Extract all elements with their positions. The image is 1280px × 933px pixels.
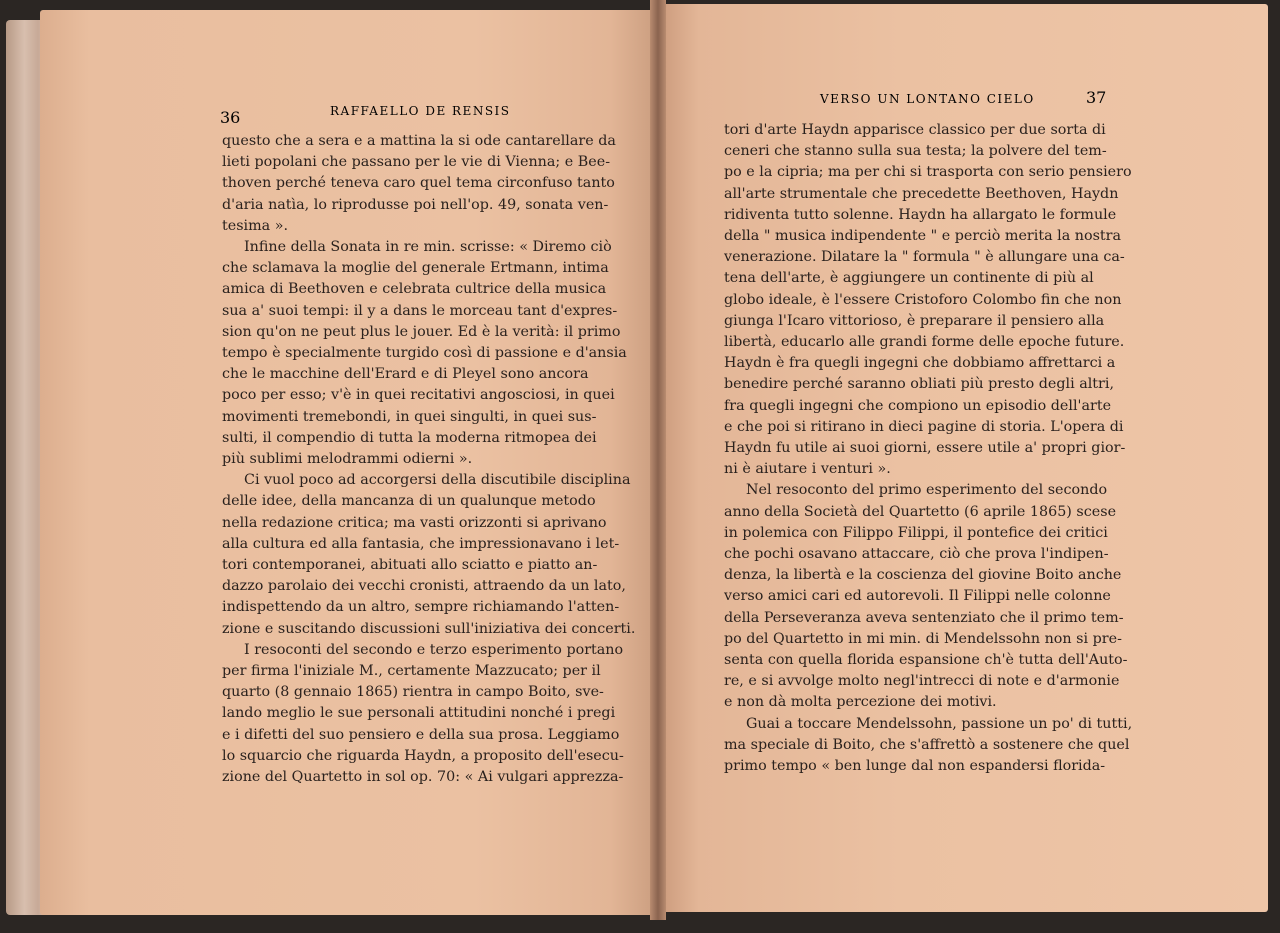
text-line: primo tempo « ben lunge dal non espandersi florida-	[724, 758, 1106, 775]
text-line: della Perseveranza aveva sentenziato che il primo tem-	[724, 609, 1124, 626]
text-line: sulti, il compendio di tutta la moderna ritmopea dei	[222, 429, 597, 446]
text-line: tori contemporanei, abituati allo sciatto e piatto an-	[222, 557, 598, 574]
text-line: lieti popolani che passano per le vie di Vienna; e Bee-	[222, 154, 611, 171]
text-line: questo che a sera e a mattina la si ode cantarellare da	[222, 133, 616, 149]
left-page-body	[222, 131, 636, 788]
text-line: sua a' suoi tempi: il y a dans le morceau tant d'expres-	[222, 302, 618, 319]
text-line: po e la cipria; ma per chi si trasporta con serio pensiero	[724, 164, 1132, 181]
text-line: che sclamava la moglie del generale Ertmann, intima	[222, 260, 609, 277]
text-line: thoven perché teneva caro quel tema circonfuso tanto	[222, 175, 615, 192]
text-line: libertà, educarlo alle grandi forme delle epoche future.	[724, 334, 1125, 351]
right-page-body	[724, 120, 1133, 777]
text-line: po del Quartetto in mi min. di Mendelssohn non si pre-	[724, 630, 1122, 647]
text-line: venerazione. Dilatare la " formula " è allungare una ca-	[724, 249, 1125, 266]
text-line: benedire perché saranno obliati più presto degli altri,	[724, 376, 1114, 393]
text-line: e i difetti del suo pensiero e della sua prosa. Leggiamo	[222, 726, 620, 743]
text-line: dazzo parolaio dei vecchi cronisti, attraendo da un lato,	[222, 578, 626, 595]
text-line: denza, la libertà e la coscienza del giovine Boito anche	[724, 567, 1122, 584]
text-line: poco per esso; v'è in quei recitativi angosciosi, in quei	[222, 387, 615, 404]
text-line: Infine della Sonata in re min. scrisse: « Diremo ciò	[244, 239, 612, 256]
text-line: movimenti tremebondi, in quei singulti, in quei sus-	[222, 408, 597, 425]
text-line: Haydn fu utile ai suoi giorni, essere utile a' propri gior-	[724, 440, 1126, 457]
text-line: Haydn è fra quegli ingegni che dobbiamo affrettarci a	[724, 355, 1116, 372]
text-line: Guai a toccare Mendelssohn, passione un po' di tutti,	[746, 715, 1133, 732]
text-line: nella redazione critica; ma vasti orizzonti si aprivano	[222, 514, 607, 531]
text-line: ceneri che stanno sulla sua testa; la polvere del tem-	[724, 143, 1107, 160]
text-line: anno della Società del Quartetto (6 aprile 1865) scese	[724, 503, 1117, 520]
right-running-head: VERSO UN LONTANO CIELO	[820, 92, 1035, 106]
left-page-number: 36	[220, 108, 241, 127]
text-line: ma speciale di Boito, che s'affrettò a sostenere che quel	[724, 736, 1130, 753]
text-line: Ci vuol poco ad accorgersi della discutibile disciplina	[244, 472, 631, 489]
text-line: tori d'arte Haydn apparisce classico per due sorta di	[724, 122, 1106, 138]
text-line: tesima ».	[222, 217, 289, 234]
text-line: più sublimi melodrammi odierni ».	[222, 451, 473, 468]
text-line: lando meglio le sue personali attitudini nonché i pregi	[222, 705, 616, 722]
text-line: all'arte strumentale che precedette Beethoven, Haydn	[724, 185, 1119, 202]
text-line: zione e suscitando discussioni sull'iniziativa dei concerti.	[222, 620, 636, 637]
text-line: fra quegli ingegni che compiono un episodio dell'arte	[724, 397, 1112, 414]
text-line: giunga l'Icaro vittorioso, è preparare il pensiero alla	[724, 312, 1105, 329]
text-line: ni è aiutare i venturi ».	[724, 461, 891, 478]
left-running-head: RAFFAELLO DE RENSIS	[330, 104, 511, 118]
text-line: indispettendo da un altro, sempre richiamando l'atten-	[222, 599, 620, 616]
text-line: per firma l'iniziale M., certamente Mazzucato; per il	[222, 663, 601, 680]
right-page-number: 37	[1086, 88, 1107, 107]
text-line: che pochi osavano attaccare, ciò che prova l'indipen-	[724, 546, 1109, 563]
text-line: tempo è specialmente turgido così di passione e d'ansia	[222, 345, 627, 362]
text-line: I resoconti del secondo e terzo esperimento portano	[244, 641, 624, 658]
text-line: delle idee, della mancanza di un qualunque metodo	[222, 493, 596, 510]
text-line: amica di Beethoven e celebrata cultrice della musica	[222, 281, 607, 298]
text-line: ridiventa tutto solenne. Haydn ha allargato le formule	[724, 206, 1117, 223]
text-line: d'aria natìa, lo riprodusse poi nell'op. 49, sonata ven-	[222, 196, 609, 213]
text-line: in polemica con Filippo Filippi, il pontefice dei critici	[724, 524, 1108, 541]
text-line: verso amici cari ed autorevoli. Il Filippi nelle colonne	[724, 588, 1111, 605]
text-line: globo ideale, è l'essere Cristoforo Colombo fin che non	[724, 291, 1122, 308]
book-gutter	[650, 0, 666, 920]
text-line: alla cultura ed alla fantasia, che impressionavano i let-	[222, 535, 620, 552]
text-line: e che poi si ritirano in dieci pagine di storia. L'opera di	[724, 418, 1124, 435]
text-line: re, e si avvolge molto negl'intrecci di note e d'armonie	[724, 673, 1120, 690]
text-line: zione del Quartetto in sol op. 70: « Ai vulgari apprezza-	[222, 769, 624, 786]
text-line: della " musica indipendente " e perciò merita la nostra	[724, 228, 1122, 245]
text-line: senta con quella florida espansione ch'è tutta dell'Auto-	[724, 652, 1128, 669]
text-line: Nel resoconto del primo esperimento del secondo	[746, 482, 1108, 499]
text-line: che le macchine dell'Erard e di Pleyel sono ancora	[222, 366, 589, 383]
text-line: quarto (8 gennaio 1865) rientra in campo Boito, sve-	[222, 684, 604, 701]
text-line: tena dell'arte, è aggiungere un continente di più al	[724, 270, 1094, 287]
text-line: e non dà molta percezione dei motivi.	[724, 694, 997, 711]
text-line: sion qu'on ne peut plus le jouer. Ed è la verità: il primo	[222, 323, 621, 340]
text-line: lo squarcio che riguarda Haydn, a proposito dell'esecu-	[222, 747, 624, 764]
